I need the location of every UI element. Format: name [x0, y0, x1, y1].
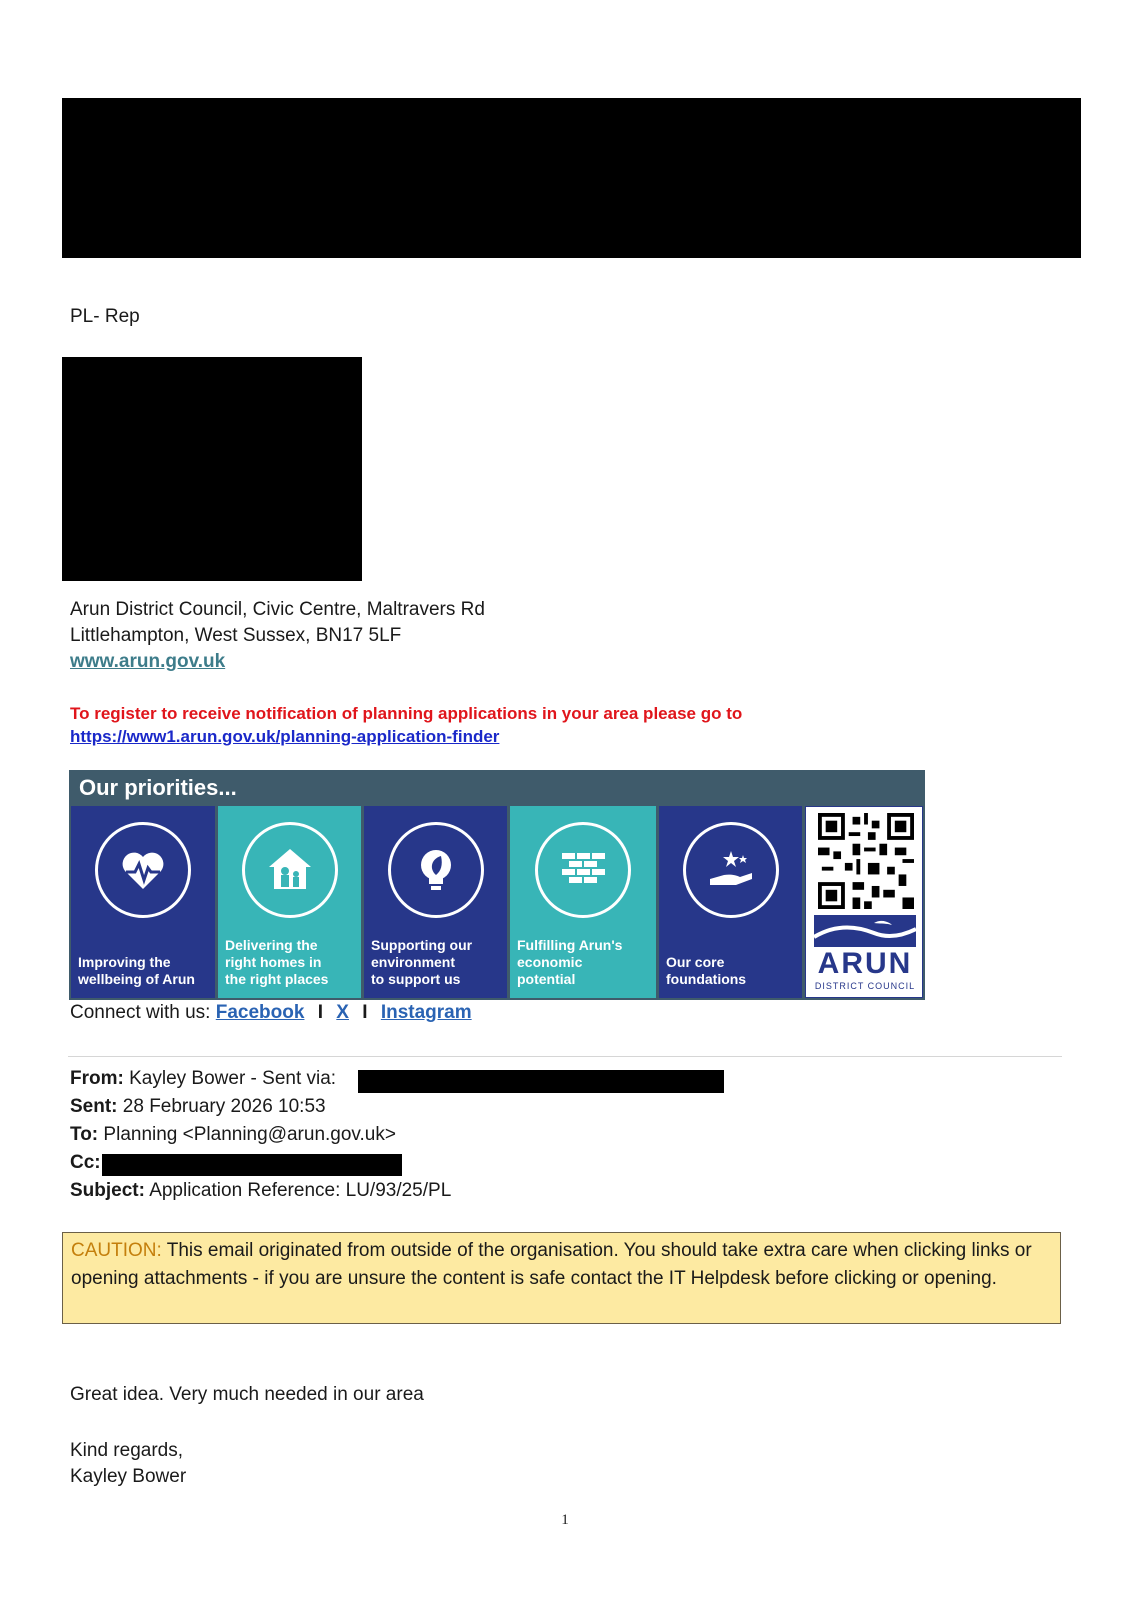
brick-wall-icon: [535, 822, 631, 918]
page-number: 1: [561, 1512, 569, 1528]
priorities-title: Our priorities...: [79, 775, 237, 800]
from-line: From: Kayley Bower - Sent via:: [70, 1068, 337, 1089]
priority-caption: Delivering the right homes in the right places: [225, 937, 329, 987]
priority-tile-economy: [510, 806, 656, 998]
house-family-icon: [242, 822, 338, 918]
priority-tile-environment: [364, 806, 507, 998]
planning-finder-link[interactable]: https://www1.arun.gov.uk/planning-application-finder: [70, 727, 500, 746]
arun-logo: ARUN DISTRICT COUNCIL: [814, 915, 916, 995]
arun-wave-icon: [814, 915, 916, 947]
separator: I: [362, 1002, 368, 1023]
qr-code-icon: [818, 813, 914, 909]
address-line-2: Littlehampton, West Sussex, BN17 5LF: [70, 625, 402, 646]
sender-line: PL- Rep: [70, 306, 140, 327]
caution-text: This email originated from outside of the organisation. You should take extra care when clicking links or opening attachments - if you are unsure the content is safe contact the IT Helpdesk before clicking or opening.: [71, 1240, 1032, 1289]
priorities-banner: [69, 770, 925, 1000]
connect-row: [70, 1002, 472, 1024]
planning-notice-text: To register to receive notification of planning applications in your area please go to: [70, 704, 743, 723]
redacted-from-address: [358, 1070, 724, 1093]
instagram-link[interactable]: Instagram: [380, 1002, 472, 1023]
closing-text: Kind regards,: [70, 1440, 184, 1461]
qr-logo-tile: [805, 806, 923, 998]
address-line-1: Arun District Council, Civic Centre, Maltravers Rd: [70, 599, 485, 620]
redacted-cc-address: [102, 1154, 402, 1176]
x-link[interactable]: X: [336, 1002, 349, 1023]
priority-tile-homes: [218, 806, 361, 998]
website-link[interactable]: www.arun.gov.uk: [70, 651, 226, 672]
redacted-signature-image: [62, 357, 362, 581]
divider: [68, 1056, 1062, 1057]
separator: I: [317, 1002, 324, 1023]
sender-name: Kayley Bower: [70, 1466, 187, 1487]
sent-line: Sent: 28 February 2026 10:53: [70, 1096, 326, 1117]
redacted-header-block: [62, 98, 1081, 258]
message-text: Great idea. Very much needed in our area: [70, 1384, 424, 1405]
priority-caption: Our core foundations: [666, 954, 747, 987]
priority-tile-wellbeing: [71, 806, 215, 998]
priority-caption: Fulfilling Arun's economic potential: [517, 937, 623, 987]
cc-line: Cc:: [70, 1152, 101, 1173]
facebook-link[interactable]: Facebook: [215, 1002, 305, 1023]
lightbulb-leaf-icon: [388, 822, 484, 918]
subject-line: Subject: Application Reference: LU/93/25/PL: [70, 1180, 452, 1201]
hand-stars-icon: [683, 822, 779, 918]
caution-banner: [62, 1232, 1061, 1324]
heart-pulse-icon: [95, 822, 191, 918]
priority-tile-foundations: [659, 806, 802, 998]
to-line: To: Planning <Planning@arun.gov.uk>: [70, 1124, 396, 1145]
priority-caption: Improving the wellbeing of Arun: [78, 954, 195, 987]
caution-tag: CAUTION:: [71, 1240, 162, 1261]
connect-label: Connect with us:: [70, 1002, 211, 1023]
priority-caption: Supporting our environment to support us: [371, 937, 473, 987]
